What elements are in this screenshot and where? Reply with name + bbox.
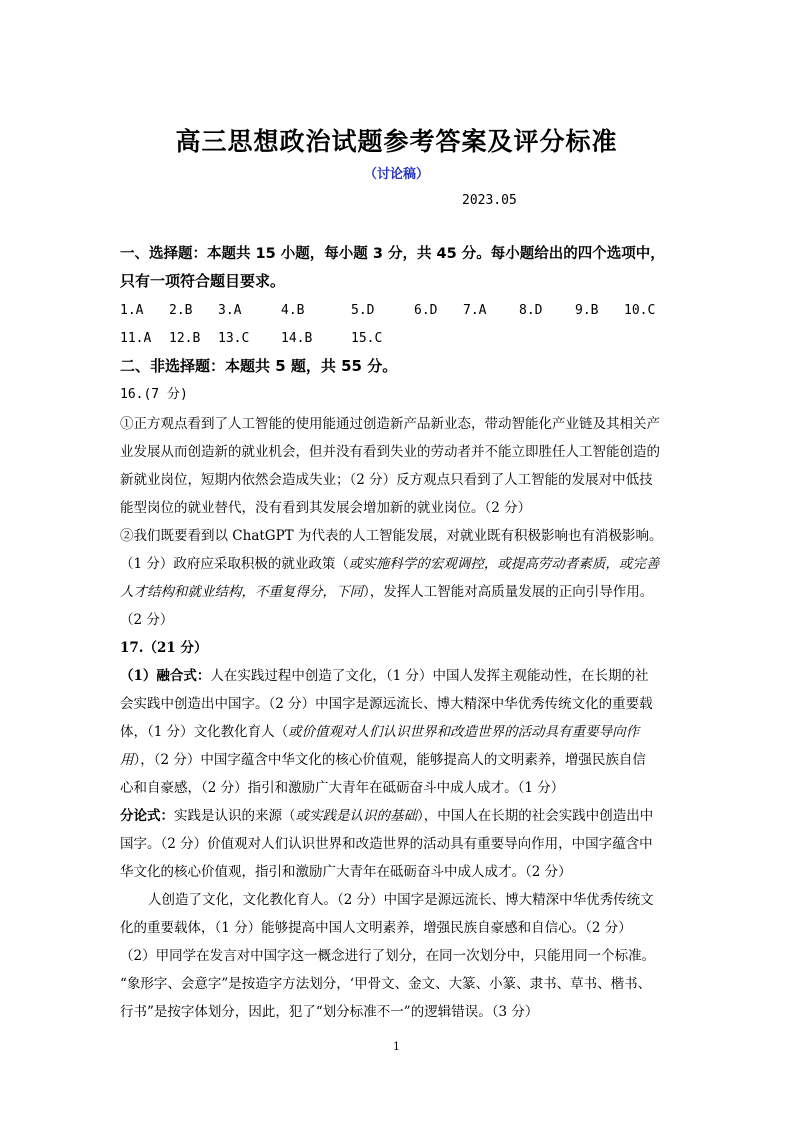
answer-3: 3.A xyxy=(218,303,242,318)
answer-15: 15.C xyxy=(351,331,383,346)
q17-a1-line4-text: ），（2 分）中国字蕴含中华文化的核心价值观，能够提高人的文明素养，增强民族自信 xyxy=(133,752,646,768)
q17-a1-label: （1）融合式： xyxy=(120,668,211,684)
q16-p2-line2-text: （1 分）政府应采取积极的就业政策（ xyxy=(120,556,349,572)
section1-heading-line2: 只有一项符合题目要求。 xyxy=(120,272,286,290)
answer-2: 2.B xyxy=(169,303,193,318)
q16-label: 16.(7 分) xyxy=(120,387,188,402)
page-title: 高三思想政治试题参考答案及评分标准 xyxy=(175,127,618,156)
document-date: 2023.05 xyxy=(462,193,517,208)
q17-a1-line3-text: 体，（1 分）文化教化育人（ xyxy=(120,724,289,740)
q16-p2-line3-italic: 人才结构和就业结构，不重复得分，下同 xyxy=(120,584,363,600)
q16-p2-line4: （2 分） xyxy=(120,612,174,628)
q16-p2-line2-italic: 或实施科学的宏观调控，或提高劳动者素质，或完善 xyxy=(348,556,660,572)
q17-label: 17.（21 分） xyxy=(120,640,208,656)
draft-subtitle: （讨论稿） xyxy=(363,167,429,182)
q17-a2-line3: 行书”是按字体划分，因此，犯了“划分标准不一”的逻辑错误。（3 分） xyxy=(120,1004,539,1020)
q16-p1-line1: ①正方观点看到了人工智能的使用能通过创造新产品新业态，带动智能化产业链及其相关产 xyxy=(120,416,660,432)
q17-fl-line1 xyxy=(120,806,653,826)
q17-a2-line1: （2）甲同学在发言对中国字这一概念进行了划分，在同一次划分中，只能用同一个标准。 xyxy=(120,948,656,964)
answer-12: 12.B xyxy=(169,331,201,346)
section1-heading-line1: 一、选择题：本题共 15 小题，每小题 3 分，共 45 分。每小题给出的四个选项中， xyxy=(120,246,665,262)
q17-fl-line1-c: ），中国人在长期的社会实践中创造出中 xyxy=(417,808,654,824)
answer-11: 11.A xyxy=(120,331,152,346)
q17-a1-line4 xyxy=(120,750,646,770)
q16-p2-line3 xyxy=(120,582,653,602)
q17-fl-line2: 国字。（2 分）价值观对人们认识世界和改造世界的活动具有重要导向作用，中国字蕴含中 xyxy=(120,836,653,852)
answer-5: 5.D xyxy=(351,303,375,318)
q17-fl-line1-italic: 或实践是认识的基础 xyxy=(295,808,417,824)
answer-7: 7.A xyxy=(463,303,487,318)
q17-r-line2: 化的重要载体，（1 分）能够提高中国人文明素养，增强民族自豪感和自信心。（2 分） xyxy=(120,920,632,936)
q16-p1-line4: 能型岗位的就业替代，没有看到其发展会增加新的就业岗位。（2 分） xyxy=(120,500,532,516)
section2-heading: 二、非选择题：本题共 5 题，共 55 分。 xyxy=(120,357,398,375)
q17-a1-line3-italic: 或价值观对人们认识世界和改造世界的活动具有重要导向作 xyxy=(288,724,640,740)
q17-a1-line4-italic: 用 xyxy=(120,752,134,768)
q17-a1-line1-text: 人在实践过程中创造了文化，（1 分）中国人发挥主观能动性，在长期的社 xyxy=(210,668,649,684)
page-number: 1 xyxy=(393,1040,400,1053)
q17-fl-line1-a: 实践是认识的来源（ xyxy=(174,808,296,824)
q17-a1-line5: 心和自豪感，（2 分）指引和激励广大青年在砥砺奋斗中成人成才。（1 分） xyxy=(120,780,565,796)
q17-a1-line3 xyxy=(120,722,639,742)
answer-13: 13.C xyxy=(218,331,250,346)
q17-a1-line1 xyxy=(120,666,649,686)
answer-6: 6.D xyxy=(414,303,438,318)
answer-14: 14.B xyxy=(281,331,313,346)
q17-fl-line3: 华文化的核心价值观，指引和激励广大青年在砥砺奋斗中成人成才。（2 分） xyxy=(120,864,572,880)
answer-9: 9.B xyxy=(575,303,599,318)
answer-8: 8.D xyxy=(519,303,543,318)
q17-a1-line2: 会实践中创造出中国字。（2 分）中国字是源远流长、博大精深中华优秀传统文化的重要载 xyxy=(120,696,653,712)
q16-p1-line2: 业发展从而创造新的就业机会，但并没有看到失业的劳动者并不能立即胜任人工智能创造的 xyxy=(120,444,660,460)
q16-p2-line1: ②我们既要看到以 ChatGPT 为代表的人工智能发展，对就业既有积极影响也有消极影响。 xyxy=(120,528,663,544)
q16-p2-line3-text: ），发挥人工智能对高质量发展的正向引导作用。 xyxy=(363,584,654,600)
answer-4: 4.B xyxy=(281,303,305,318)
q17-r-line1: 人创造了文化，文化教化育人。（2 分）中国字是源远流长、博大精深中华优秀传统文 xyxy=(148,892,654,908)
q17-a2-line2: “象形字、会意字”是按造字方法划分，‘甲骨文、金文、大篆、小篆、隶书、草书、楷书、 xyxy=(120,976,652,992)
answer-1: 1.A xyxy=(120,303,144,318)
answer-10: 10.C xyxy=(624,303,656,318)
q16-p1-line3: 新就业岗位，短期内依然会造成失业；（2 分）反方观点只看到了人工智能的发展对中低技 xyxy=(120,472,653,488)
q16-p2-line2 xyxy=(120,554,659,574)
q17-fl-label: 分论式： xyxy=(120,808,174,824)
